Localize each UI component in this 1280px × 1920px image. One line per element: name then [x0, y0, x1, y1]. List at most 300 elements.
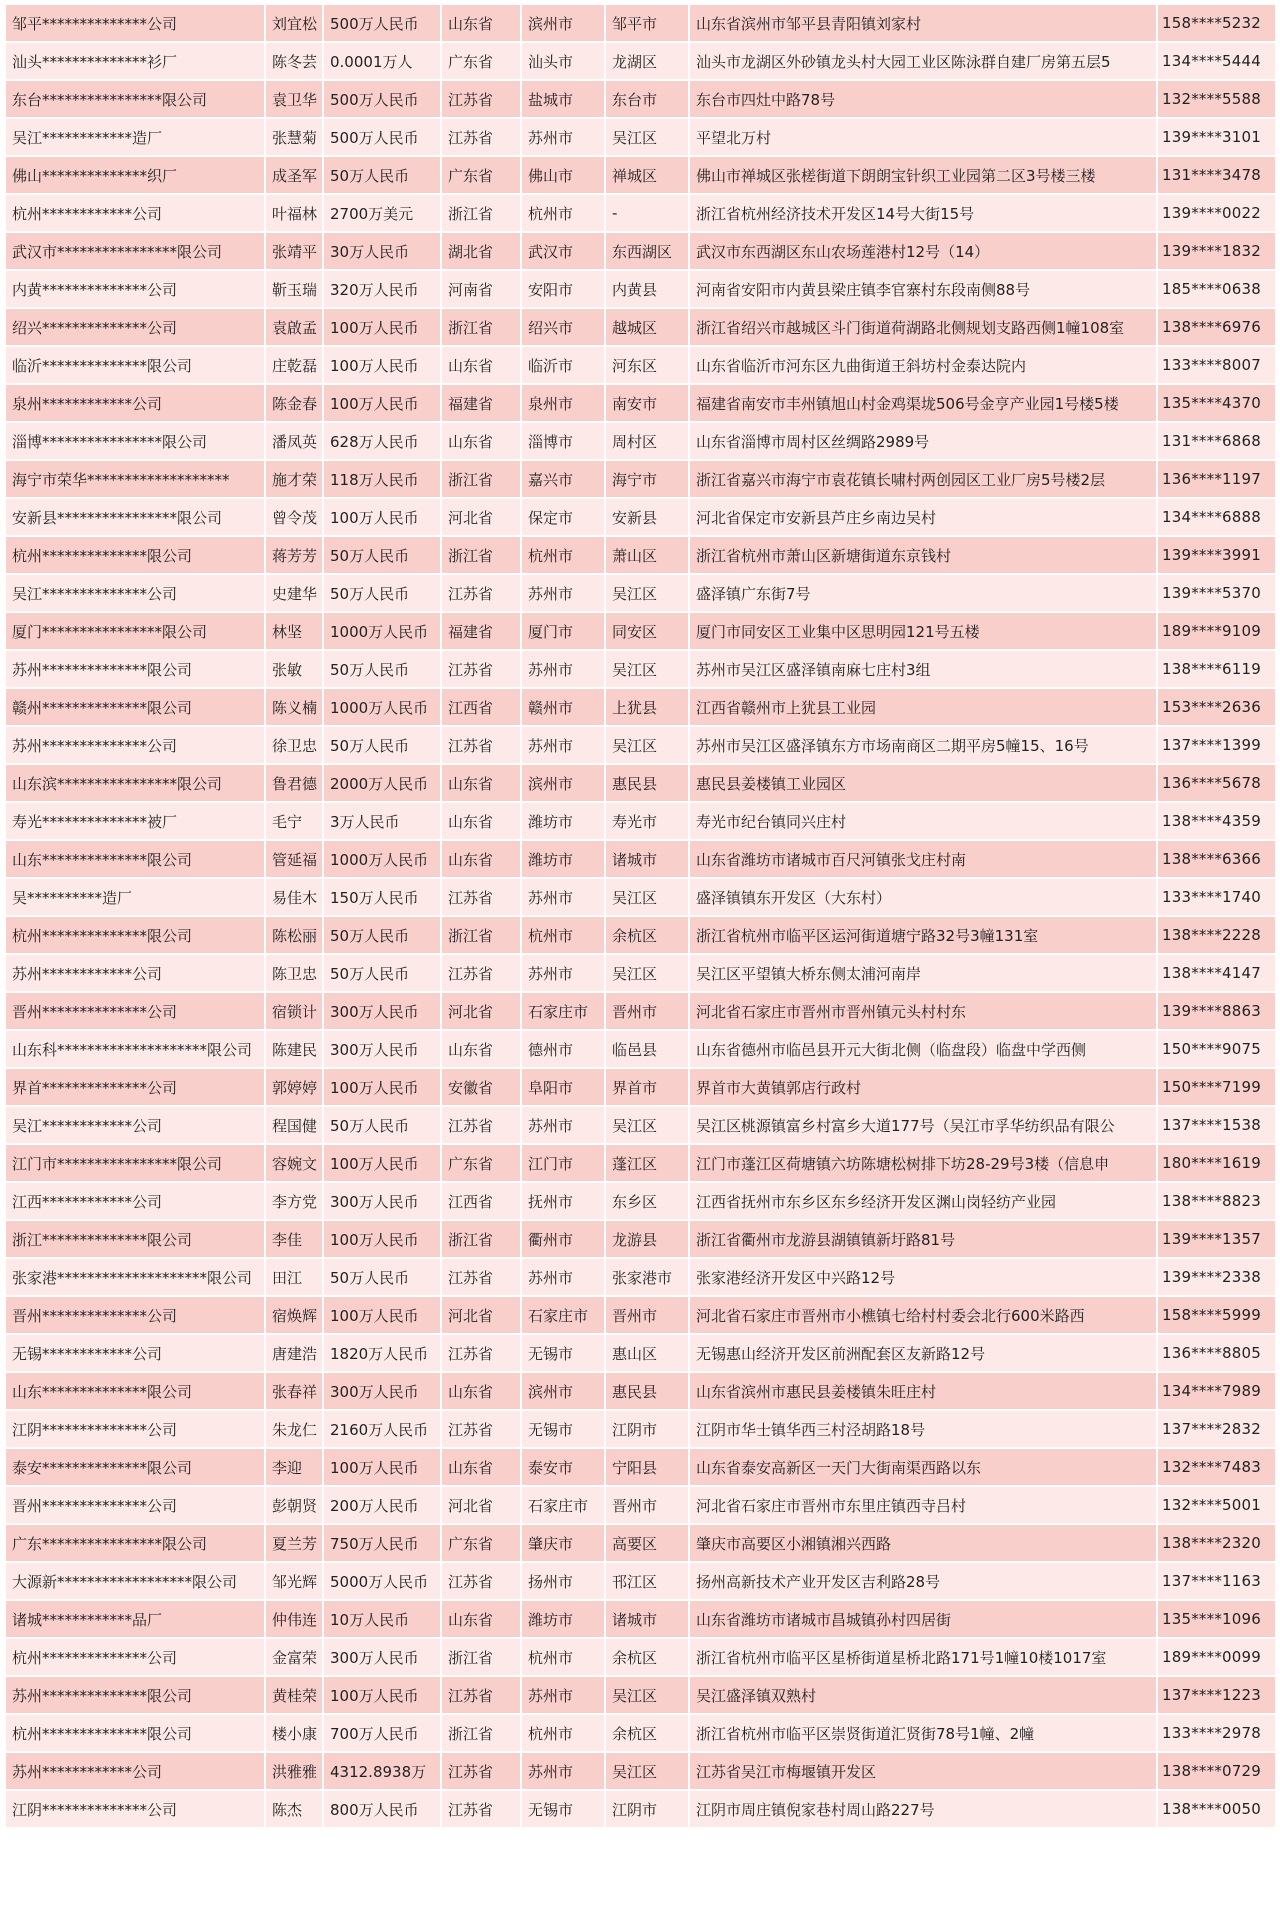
city-cell: 苏州市: [521, 1258, 605, 1296]
address-cell: 山东省潍坊市诸城市昌城镇孙村四居街: [689, 1600, 1157, 1638]
city-cell: 无锡市: [521, 1334, 605, 1372]
province-cell: 浙江省: [441, 1220, 521, 1258]
address-cell: 山东省临沂市河东区九曲街道王斜坊村金泰达院内: [689, 346, 1157, 384]
phone-cell: 136****5678: [1157, 764, 1276, 802]
table-row: [5, 498, 1276, 536]
province-cell: 江苏省: [441, 650, 521, 688]
company-name-cell: 无锡************公司: [5, 1334, 265, 1372]
contact-name-cell: 曾令茂: [265, 498, 323, 536]
province-cell: 河北省: [441, 498, 521, 536]
table-row: [5, 1068, 1276, 1106]
city-cell: 苏州市: [521, 1752, 605, 1790]
registered-capital-cell: 100万人民币: [323, 384, 441, 422]
registered-capital-cell: 320万人民币: [323, 270, 441, 308]
city-cell: 汕头市: [521, 42, 605, 80]
company-name-cell: 大源新******************限公司: [5, 1562, 265, 1600]
city-cell: 阜阳市: [521, 1068, 605, 1106]
phone-cell: 132****5001: [1157, 1486, 1276, 1524]
contact-name-cell: 袁卫华: [265, 80, 323, 118]
district-cell: 余杭区: [605, 916, 689, 954]
address-cell: 东台市四灶中路78号: [689, 80, 1157, 118]
address-cell: 浙江省杭州市临平区星桥街道星桥北路171号1幢10楼1017室: [689, 1638, 1157, 1676]
district-cell: 邹平市: [605, 4, 689, 42]
contact-name-cell: 仲伟连: [265, 1600, 323, 1638]
district-cell: 张家港市: [605, 1258, 689, 1296]
company-name-cell: 苏州**************限公司: [5, 650, 265, 688]
table-row: [5, 1182, 1276, 1220]
company-name-cell: 安新县****************限公司: [5, 498, 265, 536]
company-name-cell: 吴**********造厂: [5, 878, 265, 916]
province-cell: 江苏省: [441, 118, 521, 156]
registered-capital-cell: 100万人民币: [323, 1220, 441, 1258]
district-cell: 内黄县: [605, 270, 689, 308]
address-cell: 平望北万村: [689, 118, 1157, 156]
province-cell: 山东省: [441, 840, 521, 878]
province-cell: 浙江省: [441, 1714, 521, 1752]
district-cell: 越城区: [605, 308, 689, 346]
city-cell: 泉州市: [521, 384, 605, 422]
company-name-cell: 界首**************公司: [5, 1068, 265, 1106]
district-cell: 东西湖区: [605, 232, 689, 270]
registered-capital-cell: 50万人民币: [323, 1106, 441, 1144]
contact-name-cell: 郭婷婷: [265, 1068, 323, 1106]
city-cell: 苏州市: [521, 1676, 605, 1714]
table-row: [5, 916, 1276, 954]
phone-cell: 135****1096: [1157, 1600, 1276, 1638]
province-cell: 福建省: [441, 612, 521, 650]
province-cell: 江苏省: [441, 1334, 521, 1372]
contact-name-cell: 施才荣: [265, 460, 323, 498]
address-cell: 浙江省杭州经济技术开发区14号大街15号: [689, 194, 1157, 232]
district-cell: 晋州市: [605, 1486, 689, 1524]
district-cell: 界首市: [605, 1068, 689, 1106]
district-cell: 宁阳县: [605, 1448, 689, 1486]
province-cell: 江苏省: [441, 1562, 521, 1600]
district-cell: 吴江区: [605, 1752, 689, 1790]
city-cell: 临沂市: [521, 346, 605, 384]
table-row: [5, 1676, 1276, 1714]
district-cell: 晋州市: [605, 1296, 689, 1334]
table-row: [5, 1752, 1276, 1790]
company-name-cell: 泰安**************限公司: [5, 1448, 265, 1486]
registered-capital-cell: 50万人民币: [323, 574, 441, 612]
address-cell: 佛山市禅城区张槎街道下朗朗宝针织工业园第二区3号楼三楼: [689, 156, 1157, 194]
table-row: [5, 1106, 1276, 1144]
city-cell: 嘉兴市: [521, 460, 605, 498]
city-cell: 江门市: [521, 1144, 605, 1182]
district-cell: 吴江区: [605, 118, 689, 156]
province-cell: 广东省: [441, 156, 521, 194]
district-cell: 南安市: [605, 384, 689, 422]
province-cell: 浙江省: [441, 916, 521, 954]
province-cell: 江苏省: [441, 80, 521, 118]
contact-name-cell: 陈冬芸: [265, 42, 323, 80]
contact-name-cell: 张春祥: [265, 1372, 323, 1410]
phone-cell: 150****9075: [1157, 1030, 1276, 1068]
province-cell: 江西省: [441, 688, 521, 726]
table-row: [5, 232, 1276, 270]
phone-cell: 134****7989: [1157, 1372, 1276, 1410]
company-name-cell: 山东**************限公司: [5, 840, 265, 878]
table-row: [5, 954, 1276, 992]
province-cell: 山东省: [441, 4, 521, 42]
company-name-cell: 淄博****************限公司: [5, 422, 265, 460]
city-cell: 苏州市: [521, 118, 605, 156]
phone-cell: 139****3101: [1157, 118, 1276, 156]
registered-capital-cell: 100万人民币: [323, 308, 441, 346]
registered-capital-cell: 100万人民币: [323, 498, 441, 536]
company-name-cell: 内黄**************公司: [5, 270, 265, 308]
address-cell: 寿光市纪台镇同兴庄村: [689, 802, 1157, 840]
province-cell: 江苏省: [441, 726, 521, 764]
phone-cell: 137****1538: [1157, 1106, 1276, 1144]
district-cell: 龙湖区: [605, 42, 689, 80]
company-name-cell: 杭州**************限公司: [5, 1714, 265, 1752]
contact-name-cell: 蒋芳芳: [265, 536, 323, 574]
city-cell: 苏州市: [521, 650, 605, 688]
province-cell: 江苏省: [441, 1752, 521, 1790]
phone-cell: 132****7483: [1157, 1448, 1276, 1486]
district-cell: 同安区: [605, 612, 689, 650]
registered-capital-cell: 5000万人民币: [323, 1562, 441, 1600]
phone-cell: 139****1357: [1157, 1220, 1276, 1258]
company-name-cell: 寿光**************被厂: [5, 802, 265, 840]
province-cell: 江苏省: [441, 954, 521, 992]
registered-capital-cell: 100万人民币: [323, 1068, 441, 1106]
address-cell: 浙江省绍兴市越城区斗门街道荷湖路北侧规划支路西侧1幢108室: [689, 308, 1157, 346]
city-cell: 赣州市: [521, 688, 605, 726]
phone-cell: 132****5588: [1157, 80, 1276, 118]
registered-capital-cell: 2160万人民币: [323, 1410, 441, 1448]
company-name-cell: 汕头**************衫厂: [5, 42, 265, 80]
phone-cell: 138****6119: [1157, 650, 1276, 688]
company-name-cell: 苏州**************公司: [5, 726, 265, 764]
table-row: [5, 422, 1276, 460]
table-row: [5, 1258, 1276, 1296]
city-cell: 德州市: [521, 1030, 605, 1068]
province-cell: 河南省: [441, 270, 521, 308]
phone-cell: 185****0638: [1157, 270, 1276, 308]
contact-name-cell: 洪雅雅: [265, 1752, 323, 1790]
phone-cell: 139****2338: [1157, 1258, 1276, 1296]
table-row: [5, 118, 1276, 156]
company-name-cell: 晋州**************公司: [5, 1296, 265, 1334]
contact-name-cell: 陈义楠: [265, 688, 323, 726]
company-name-cell: 广东****************限公司: [5, 1524, 265, 1562]
company-name-cell: 浙江**************限公司: [5, 1220, 265, 1258]
district-cell: 东台市: [605, 80, 689, 118]
company-name-cell: 江门市****************限公司: [5, 1144, 265, 1182]
city-cell: 保定市: [521, 498, 605, 536]
company-name-cell: 苏州************公司: [5, 954, 265, 992]
address-cell: 张家港经济开发区中兴路12号: [689, 1258, 1157, 1296]
province-cell: 福建省: [441, 384, 521, 422]
phone-cell: 139****3991: [1157, 536, 1276, 574]
contact-name-cell: 成圣军: [265, 156, 323, 194]
table-row: [5, 1030, 1276, 1068]
city-cell: 石家庄市: [521, 1486, 605, 1524]
city-cell: 潍坊市: [521, 840, 605, 878]
phone-cell: 180****1619: [1157, 1144, 1276, 1182]
table-row: [5, 1296, 1276, 1334]
contact-name-cell: 金富荣: [265, 1638, 323, 1676]
address-cell: 武汉市东西湖区东山农场莲港村12号（14）: [689, 232, 1157, 270]
province-cell: 安徽省: [441, 1068, 521, 1106]
district-cell: 诸城市: [605, 1600, 689, 1638]
province-cell: 广东省: [441, 1524, 521, 1562]
table-row: [5, 1600, 1276, 1638]
registered-capital-cell: 50万人民币: [323, 156, 441, 194]
phone-cell: 134****5444: [1157, 42, 1276, 80]
registered-capital-cell: 2000万人民币: [323, 764, 441, 802]
table-row: [5, 1334, 1276, 1372]
phone-cell: 138****0729: [1157, 1752, 1276, 1790]
city-cell: 佛山市: [521, 156, 605, 194]
contact-name-cell: 靳玉瑞: [265, 270, 323, 308]
table-row: [5, 612, 1276, 650]
city-cell: 肇庆市: [521, 1524, 605, 1562]
registered-capital-cell: 100万人民币: [323, 1296, 441, 1334]
registered-capital-cell: 700万人民币: [323, 1714, 441, 1752]
city-cell: 苏州市: [521, 954, 605, 992]
registered-capital-cell: 100万人民币: [323, 1676, 441, 1714]
address-cell: 河北省石家庄市晋州市东里庄镇西寺吕村: [689, 1486, 1157, 1524]
registered-capital-cell: 50万人民币: [323, 1258, 441, 1296]
phone-cell: 158****5232: [1157, 4, 1276, 42]
registered-capital-cell: 0.0001万人: [323, 42, 441, 80]
registered-capital-cell: 150万人民币: [323, 878, 441, 916]
city-cell: 武汉市: [521, 232, 605, 270]
company-name-cell: 佛山**************织厂: [5, 156, 265, 194]
address-cell: 江阴市华士镇华西三村泾胡路18号: [689, 1410, 1157, 1448]
contact-name-cell: 宿焕辉: [265, 1296, 323, 1334]
address-cell: 浙江省杭州市萧山区新塘街道东京钱村: [689, 536, 1157, 574]
address-cell: 江西省抚州市东乡区东乡经济开发区渊山岗轻纺产业园: [689, 1182, 1157, 1220]
company-name-cell: 苏州**************限公司: [5, 1676, 265, 1714]
registered-capital-cell: 50万人民币: [323, 726, 441, 764]
company-name-cell: 晋州**************公司: [5, 1486, 265, 1524]
registered-capital-cell: 50万人民币: [323, 916, 441, 954]
company-name-cell: 吴江************造厂: [5, 118, 265, 156]
city-cell: 石家庄市: [521, 992, 605, 1030]
province-cell: 江苏省: [441, 574, 521, 612]
district-cell: 江阴市: [605, 1790, 689, 1828]
company-name-cell: 吴江************公司: [5, 1106, 265, 1144]
province-cell: 江苏省: [441, 1410, 521, 1448]
district-cell: 河东区: [605, 346, 689, 384]
province-cell: 山东省: [441, 764, 521, 802]
address-cell: 吴江盛泽镇双熟村: [689, 1676, 1157, 1714]
registered-capital-cell: 500万人民币: [323, 80, 441, 118]
registered-capital-cell: 100万人民币: [323, 346, 441, 384]
registered-capital-cell: 2700万美元: [323, 194, 441, 232]
table-row: [5, 460, 1276, 498]
contact-name-cell: 陈建民: [265, 1030, 323, 1068]
contact-name-cell: 张敏: [265, 650, 323, 688]
address-cell: 山东省滨州市惠民县姜楼镇朱旺庄村: [689, 1372, 1157, 1410]
province-cell: 广东省: [441, 42, 521, 80]
address-cell: 山东省泰安高新区一天门大街南渠西路以东: [689, 1448, 1157, 1486]
registered-capital-cell: 4312.8938万: [323, 1752, 441, 1790]
contact-name-cell: 邹光辉: [265, 1562, 323, 1600]
contact-name-cell: 宿锁计: [265, 992, 323, 1030]
table-row: [5, 536, 1276, 574]
company-name-cell: 山东**************限公司: [5, 1372, 265, 1410]
province-cell: 江苏省: [441, 1106, 521, 1144]
address-cell: 河北省石家庄市晋州市小樵镇七给村村委会北行600米路西: [689, 1296, 1157, 1334]
table-row: [5, 764, 1276, 802]
table-row: [5, 308, 1276, 346]
contact-name-cell: 庄乾磊: [265, 346, 323, 384]
registered-capital-cell: 50万人民币: [323, 954, 441, 992]
district-cell: 禅城区: [605, 156, 689, 194]
registered-capital-cell: 1000万人民币: [323, 840, 441, 878]
table-row: [5, 194, 1276, 232]
phone-cell: 189****0099: [1157, 1638, 1276, 1676]
table-row: [5, 1486, 1276, 1524]
province-cell: 山东省: [441, 1030, 521, 1068]
district-cell: 余杭区: [605, 1638, 689, 1676]
contact-name-cell: 容婉文: [265, 1144, 323, 1182]
contact-name-cell: 陈金春: [265, 384, 323, 422]
address-cell: 江阴市周庄镇倪家巷村周山路227号: [689, 1790, 1157, 1828]
table-row: [5, 80, 1276, 118]
registered-capital-cell: 300万人民币: [323, 992, 441, 1030]
province-cell: 浙江省: [441, 194, 521, 232]
phone-cell: 138****8823: [1157, 1182, 1276, 1220]
contact-name-cell: 李迎: [265, 1448, 323, 1486]
address-cell: 山东省淄博市周村区丝绸路2989号: [689, 422, 1157, 460]
phone-cell: 136****8805: [1157, 1334, 1276, 1372]
phone-cell: 133****2978: [1157, 1714, 1276, 1752]
phone-cell: 136****1197: [1157, 460, 1276, 498]
address-cell: 苏州市吴江区盛泽镇南麻七庄村3组: [689, 650, 1157, 688]
city-cell: 滨州市: [521, 764, 605, 802]
contact-name-cell: 管延福: [265, 840, 323, 878]
table-row: [5, 270, 1276, 308]
city-cell: 杭州市: [521, 916, 605, 954]
district-cell: 龙游县: [605, 1220, 689, 1258]
province-cell: 湖北省: [441, 232, 521, 270]
province-cell: 山东省: [441, 1448, 521, 1486]
city-cell: 衢州市: [521, 1220, 605, 1258]
city-cell: 厦门市: [521, 612, 605, 650]
registered-capital-cell: 500万人民币: [323, 4, 441, 42]
district-cell: 吴江区: [605, 1676, 689, 1714]
contact-name-cell: 袁啟孟: [265, 308, 323, 346]
city-cell: 盐城市: [521, 80, 605, 118]
province-cell: 山东省: [441, 802, 521, 840]
contact-name-cell: 徐卫忠: [265, 726, 323, 764]
province-cell: 山东省: [441, 1372, 521, 1410]
district-cell: -: [605, 194, 689, 232]
registered-capital-cell: 1000万人民币: [323, 688, 441, 726]
phone-cell: 138****2320: [1157, 1524, 1276, 1562]
table-row: [5, 4, 1276, 42]
company-name-cell: 苏州************公司: [5, 1752, 265, 1790]
address-cell: 浙江省嘉兴市海宁市袁花镇长啸村两创园区工业厂房5号楼2层: [689, 460, 1157, 498]
city-cell: 杭州市: [521, 1638, 605, 1676]
city-cell: 无锡市: [521, 1790, 605, 1828]
district-cell: 高要区: [605, 1524, 689, 1562]
address-cell: 山东省德州市临邑县开元大街北侧（临盘段）临盘中学西侧: [689, 1030, 1157, 1068]
city-cell: 苏州市: [521, 574, 605, 612]
city-cell: 苏州市: [521, 726, 605, 764]
contact-name-cell: 林坚: [265, 612, 323, 650]
province-cell: 江苏省: [441, 1790, 521, 1828]
district-cell: 吴江区: [605, 650, 689, 688]
address-cell: 河北省保定市安新县芦庄乡南边吴村: [689, 498, 1157, 536]
city-cell: 淄博市: [521, 422, 605, 460]
phone-cell: 150****7199: [1157, 1068, 1276, 1106]
registered-capital-cell: 300万人民币: [323, 1372, 441, 1410]
province-cell: 河北省: [441, 1486, 521, 1524]
phone-cell: 189****9109: [1157, 612, 1276, 650]
contact-name-cell: 史建华: [265, 574, 323, 612]
contact-name-cell: 彭朝贤: [265, 1486, 323, 1524]
province-cell: 浙江省: [441, 1638, 521, 1676]
address-cell: 汕头市龙湖区外砂镇龙头村大园工业区陈泳群自建厂房第五层5: [689, 42, 1157, 80]
phone-cell: 139****1832: [1157, 232, 1276, 270]
address-cell: 浙江省杭州市临平区运河街道塘宁路32号3幢131室: [689, 916, 1157, 954]
address-cell: 河北省石家庄市晋州市晋州镇元头村村东: [689, 992, 1157, 1030]
table-row: [5, 42, 1276, 80]
registered-capital-cell: 300万人民币: [323, 1638, 441, 1676]
phone-cell: 137****2832: [1157, 1410, 1276, 1448]
address-cell: 无锡惠山经济开发区前洲配套区友新路12号: [689, 1334, 1157, 1372]
table-row: [5, 1448, 1276, 1486]
phone-cell: 138****6976: [1157, 308, 1276, 346]
company-name-cell: 江西************公司: [5, 1182, 265, 1220]
company-name-cell: 杭州************公司: [5, 194, 265, 232]
table-row: [5, 878, 1276, 916]
company-name-cell: 吴江**************公司: [5, 574, 265, 612]
registered-capital-cell: 100万人民币: [323, 1144, 441, 1182]
city-cell: 安阳市: [521, 270, 605, 308]
phone-cell: 139****5370: [1157, 574, 1276, 612]
district-cell: 安新县: [605, 498, 689, 536]
company-name-cell: 海宁市荣华*******************: [5, 460, 265, 498]
registered-capital-cell: 50万人民币: [323, 536, 441, 574]
company-name-cell: 临沂**************限公司: [5, 346, 265, 384]
district-cell: 吴江区: [605, 574, 689, 612]
contact-name-cell: 毛宁: [265, 802, 323, 840]
city-cell: 扬州市: [521, 1562, 605, 1600]
contact-name-cell: 黄桂荣: [265, 1676, 323, 1714]
province-cell: 山东省: [441, 422, 521, 460]
city-cell: 杭州市: [521, 194, 605, 232]
registered-capital-cell: 200万人民币: [323, 1486, 441, 1524]
company-name-cell: 杭州**************限公司: [5, 536, 265, 574]
province-cell: 江苏省: [441, 878, 521, 916]
registered-capital-cell: 10万人民币: [323, 1600, 441, 1638]
company-name-cell: 张家港********************限公司: [5, 1258, 265, 1296]
address-cell: 江门市蓬江区荷塘镇六坊陈塘松树排下坊28-29号3楼（信息申: [689, 1144, 1157, 1182]
company-name-cell: 诸城************品厂: [5, 1600, 265, 1638]
address-cell: 江苏省吴江市梅堰镇开发区: [689, 1752, 1157, 1790]
city-cell: 无锡市: [521, 1410, 605, 1448]
table-row: [5, 1714, 1276, 1752]
district-cell: 江阴市: [605, 1410, 689, 1448]
phone-cell: 135****4370: [1157, 384, 1276, 422]
address-cell: 山东省滨州市邹平县青阳镇刘家村: [689, 4, 1157, 42]
contact-name-cell: 田江: [265, 1258, 323, 1296]
table-row: [5, 1638, 1276, 1676]
contact-name-cell: 唐建浩: [265, 1334, 323, 1372]
address-cell: 盛泽镇镇东开发区（大东村）: [689, 878, 1157, 916]
province-cell: 浙江省: [441, 536, 521, 574]
phone-cell: 138****0050: [1157, 1790, 1276, 1828]
